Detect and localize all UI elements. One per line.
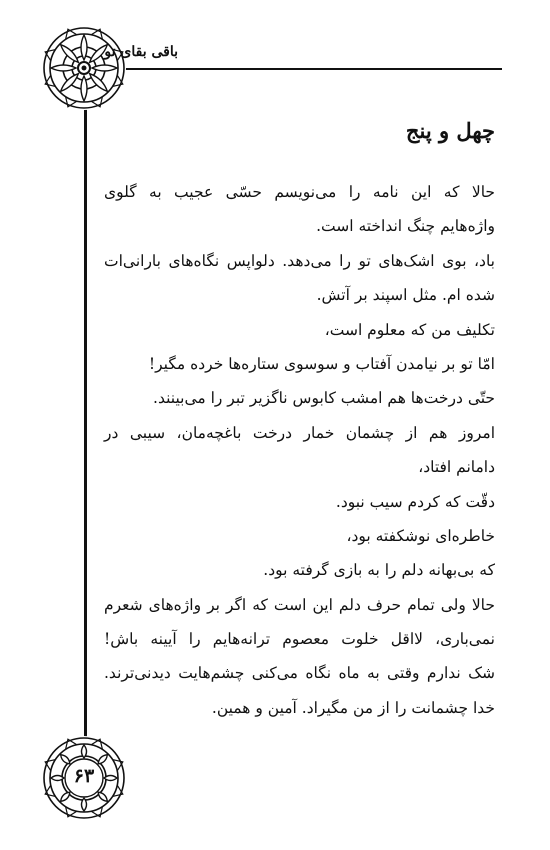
text-line: دقّت که کردم سیب نبود. xyxy=(335,492,495,511)
text-line: خدا چشمانت را از من مگیراد. آمین و همین. xyxy=(211,698,495,717)
text-line: خاطره‌ای نوشکفته بود، xyxy=(346,526,495,545)
text-line: دامانم افتاد، xyxy=(418,458,495,477)
chapter-title: چهل و پنج xyxy=(405,118,495,143)
page-number: ۶۳ xyxy=(73,765,95,787)
text-line: باد، بوی اشک‌های تو را می‌دهد. دلواپس نگاه‌های بارانی‌ات xyxy=(104,251,495,270)
running-head: باقی بقای تو xyxy=(104,44,178,60)
margin-rule xyxy=(84,88,87,750)
text-line: نمی‌باری، لااقل خلوت معصوم ترانه‌هایم را آیینه باش! xyxy=(104,630,495,649)
text-line: شک ندارم وقتی به ماه نگاه می‌کنی چشم‌هایت دیدنی‌ترند. xyxy=(104,664,495,683)
text-line: امّا تو بر نیامدن آفتاب و سوسوی ستاره‌ها خرده مگیر! xyxy=(148,354,495,373)
header-rule xyxy=(116,68,502,70)
text-line: واژه‌هایم چنگ انداخته است. xyxy=(316,217,495,236)
body-text xyxy=(104,175,495,725)
text-line: که بی‌بهانه دلم را به بازی گرفته بود. xyxy=(263,561,495,580)
text-line: حالا ولی تمام حرف دلم این است که اگر بر واژه‌های شعرم xyxy=(104,595,495,614)
text-line: حتّی درخت‌ها هم امشب کابوس ناگزیر تبر را می‌بینند. xyxy=(153,389,495,408)
text-line: تکلیف من که معلوم است، xyxy=(324,320,495,339)
top-rosette-ornament xyxy=(40,24,128,112)
text-line: شده ام. مثل اسپند بر آتش. xyxy=(316,286,495,305)
text-line: حالا که این نامه را می‌نویسم حسّی عجیب به گلوی xyxy=(104,183,495,201)
text-line: امروز هم از چشمان خمار درخت باغچه‌مان، سیبی در xyxy=(104,423,495,442)
